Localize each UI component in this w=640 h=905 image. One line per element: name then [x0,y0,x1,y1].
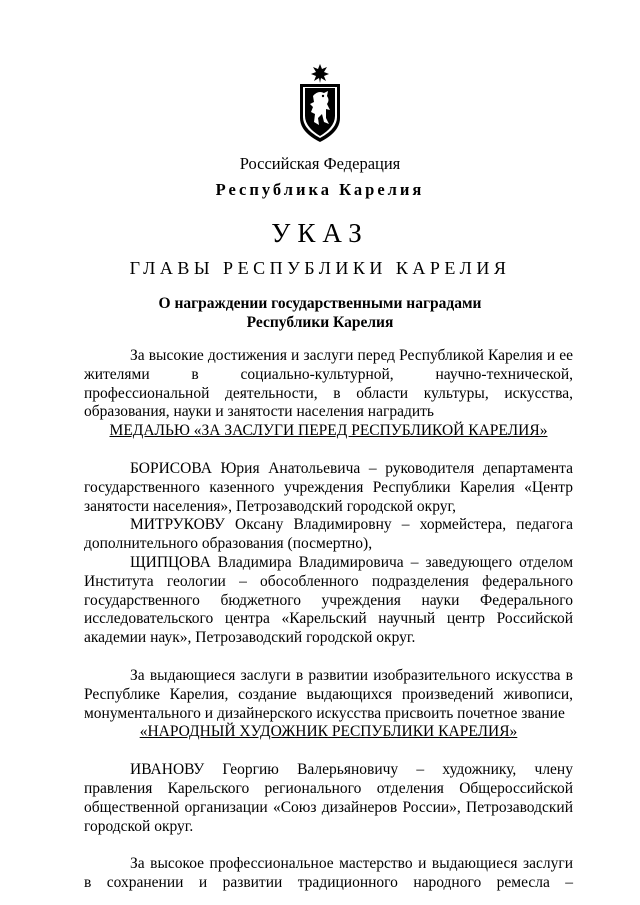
section-2-intro: За выдающиеся заслуги в развитии изобразительного искусства в Республике Карелия, создание выдающихся произведений живописи, монументального и дизайнерского искусства присвоить почетное звание [84,666,573,722]
awardee-4-desc: – художнику, члену правления Карельского регионального отделения Общероссийской общественной организации «Союз дизайнеров России», Петрозаводский городской округ. [84,761,573,835]
coat-of-arms-emblem-icon [296,62,344,144]
awardee-4 [84,761,573,836]
subject-line-2: Республики Карелия [246,314,394,331]
awardee-1-name: БОРИСОВА Юрия Анатольевича [130,459,361,477]
document-type: УКАЗ [271,218,369,248]
awardee-3 [84,554,573,648]
section-3-intro: За высокое профессиональное мастерство и выдающиеся заслуги в сохранении и развитии традиционного народного ремесла – [84,855,573,892]
awardee-3-name: ЩИПЦОВА Владимира Владимировича [130,553,404,571]
subject-line-1: О награждении государственными наградами [158,295,482,312]
country-name: Российская Федерация [239,154,401,173]
awardee-2 [84,516,573,554]
awardee-1-desc: – руководителя департамента государственного казенного учреждения Республики Карелия «Центр занятости населения», Петрозаводский городской округ, [84,459,573,515]
awardee-1 [84,460,573,516]
section-1-award-title: МЕДАЛЬЮ «ЗА ЗАСЛУГИ ПЕРЕД РЕСПУБЛИКОЙ КАРЕЛИЯ» [109,422,548,440]
document-body [84,347,573,893]
awardee-3-desc: – заведующего отделом Института геологии – обособленного подразделения федерального государственного бюджетного учреждения науки Федерального исследовательского центра «Карельский научный центр Российской академии наук», Петрозаводский городской округ. [84,553,574,647]
issuer-title: ГЛАВЫ РЕСПУБЛИКИ КАРЕЛИЯ [129,258,511,278]
awardee-4-name: ИВАНОВУ Георгию Валерьяновичу [130,761,399,779]
awardee-2-desc: – хормейстера, педагога дополнительного образования (посмертно), [84,516,574,553]
republic-name: Республика Карелия [215,180,425,199]
section-1-intro: За высокие достижения и заслуги перед Республикой Карелия и ее жителями в социально-культурной, научно-технической, профессиональной деятельности, в области культуры, искусства, образования, науки и занятости населения наградить [84,347,573,421]
document-subject [0,294,640,332]
section-2-award-title: «НАРОДНЫЙ ХУДОЖНИК РЕСПУБЛИКИ КАРЕЛИЯ» [139,723,518,741]
awardee-2-name: МИТРУКОВУ Оксану Владимировну [130,516,392,534]
